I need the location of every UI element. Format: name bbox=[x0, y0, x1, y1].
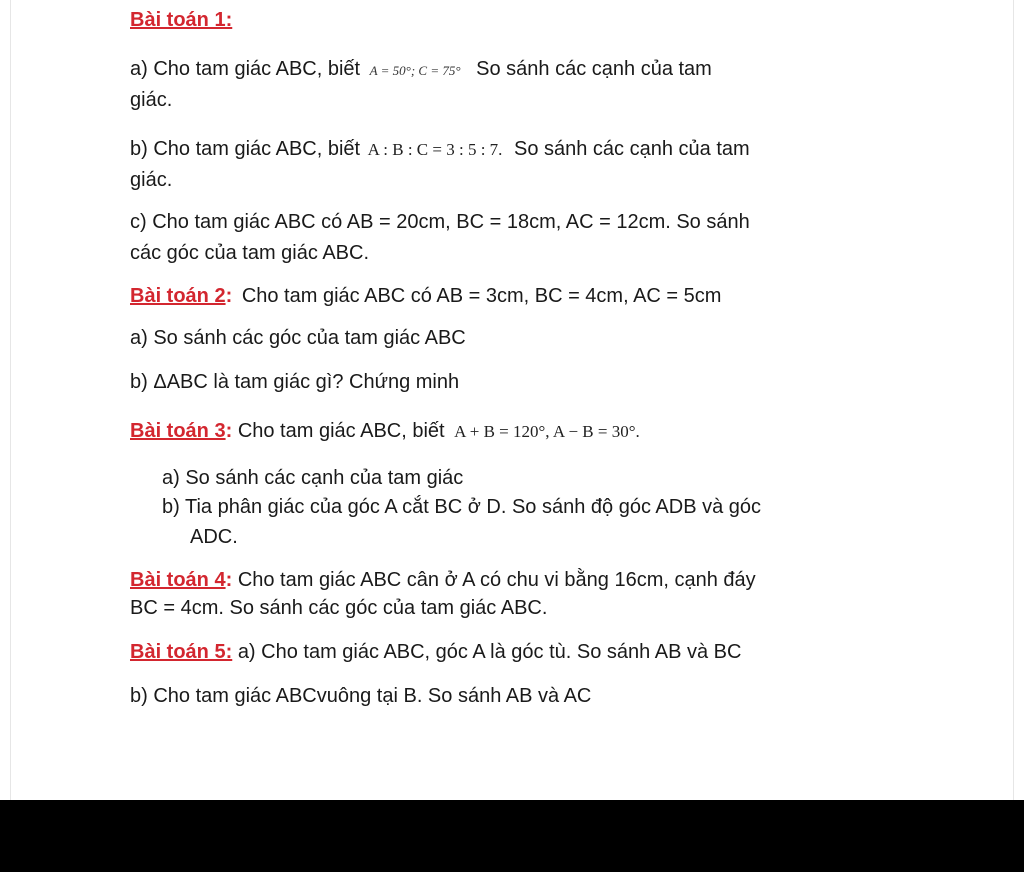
problem3-b-line2: ADC. bbox=[190, 526, 238, 548]
problem2-line bbox=[130, 284, 721, 308]
problem1-a-prefix: a) Cho tam giác ABC, biết bbox=[130, 58, 361, 80]
problem3-text: Cho tam giác ABC, biết bbox=[237, 420, 445, 442]
problem1-a-line bbox=[130, 57, 712, 83]
problem4-colon: : bbox=[225, 569, 233, 591]
problem3-line bbox=[130, 419, 640, 444]
problem4-heading: Bài toán 4 bbox=[130, 569, 226, 591]
problem5-a: a) Cho tam giác ABC, góc A là góc tù. So sánh AB và BC bbox=[237, 641, 742, 663]
problem2-b: b) ΔABC là tam giác gì? Chứng minh bbox=[130, 371, 460, 393]
problem3-b-line1: b) Tia phân giác của góc A cắt BC ở D. So sánh độ góc ADB và góc bbox=[162, 496, 762, 518]
problem3-heading: Bài toán 3 bbox=[130, 420, 226, 442]
problem1-heading: Bài toán 1: bbox=[130, 9, 233, 31]
problem3-a: a) So sánh các cạnh của tam giác bbox=[162, 467, 464, 489]
problem1-a-suffix: So sánh các cạnh của tam bbox=[476, 58, 712, 80]
bottom-black-bar bbox=[0, 800, 1024, 872]
problem4-line1 bbox=[130, 568, 756, 592]
problem1-b-continuation: giác. bbox=[130, 169, 173, 191]
problem5-line1 bbox=[130, 640, 741, 664]
problem5-heading: Bài toán 5: bbox=[130, 641, 233, 663]
problem2-a: a) So sánh các góc của tam giác ABC bbox=[130, 327, 466, 349]
problem1-b-formula: A : B : C = 3 : 5 : 7. bbox=[367, 140, 503, 159]
problem1-b-line bbox=[130, 137, 750, 162]
problem3-formula: A + B = 120°, A − B = 30°. bbox=[454, 422, 640, 441]
problem4-text1: Cho tam giác ABC cân ở A có chu vi bằng 16cm, cạnh đáy bbox=[237, 569, 756, 591]
problem1-a-continuation: giác. bbox=[130, 89, 173, 111]
problem1-a-formula: A = 50°; C = 75° bbox=[369, 63, 461, 78]
problem4-line2: BC = 4cm. So sánh các góc của tam giác ABC. bbox=[130, 597, 548, 619]
problem3-colon: : bbox=[225, 420, 233, 442]
problem2-text: Cho tam giác ABC có AB = 3cm, BC = 4cm, AC = 5cm bbox=[241, 285, 722, 307]
problem2-colon: : bbox=[225, 285, 233, 307]
problem1-c-line1: c) Cho tam giác ABC có AB = 20cm, BC = 18cm, AC = 12cm. So sánh bbox=[130, 211, 750, 233]
problem2-heading: Bài toán 2 bbox=[130, 285, 226, 307]
problem1-b-prefix: b) Cho tam giác ABC, biết bbox=[130, 138, 361, 160]
problem5-b: b) Cho tam giác ABCvuông tại B. So sánh AB và AC bbox=[130, 685, 592, 707]
problem1-b-suffix: So sánh các cạnh của tam bbox=[513, 138, 750, 160]
problem1-c-line2: các góc của tam giác ABC. bbox=[130, 242, 370, 264]
